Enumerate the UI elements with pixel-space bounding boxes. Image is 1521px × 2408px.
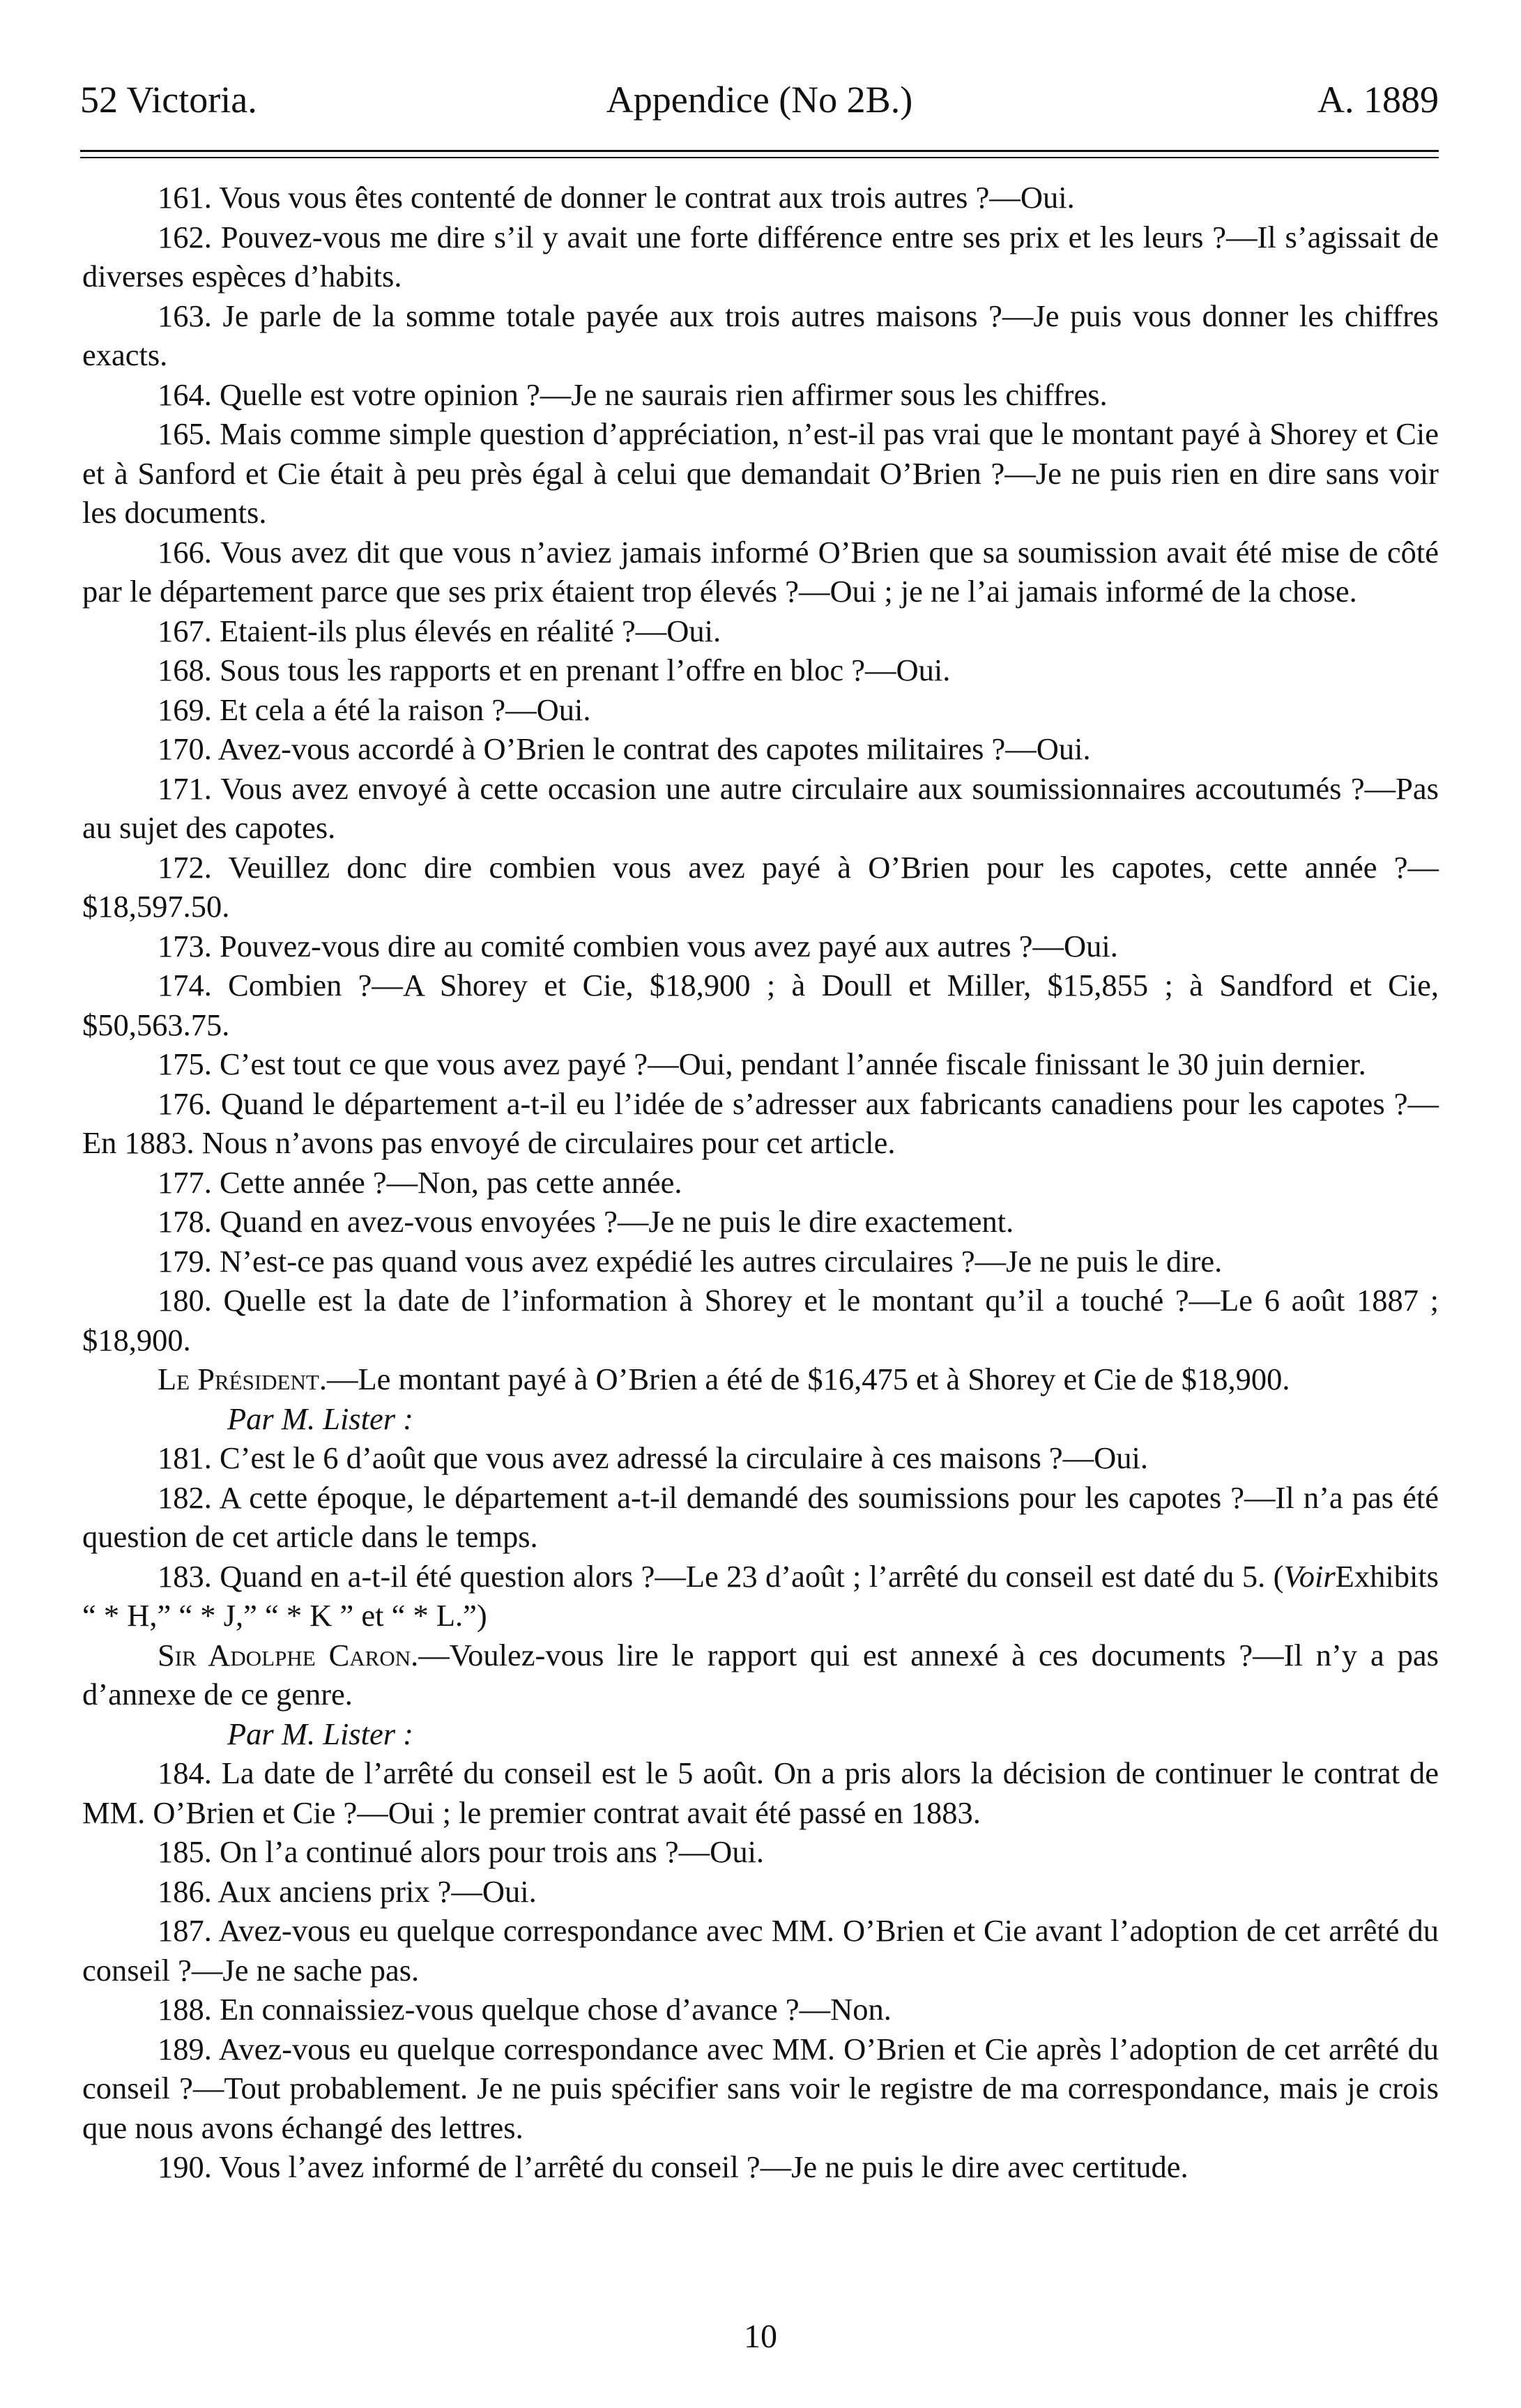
testimony-paragraph bbox=[82, 1872, 1439, 1912]
testimony-paragraph bbox=[82, 1753, 1439, 1832]
testimony-paragraph bbox=[82, 1911, 1439, 1990]
paragraph-text: 165. Mais comme simple question d’appréciation, n’est-il pas vrai que le montant payé à Shorey et Cie et à Sanford et Cie était à peu près égal à celui que demandait O’Brien ?—Je ne puis rien en dire sans voir les documents. bbox=[82, 416, 1439, 530]
paragraph-text: 168. Sous tous les rapports et en prenant l’offre en bloc ?—Oui. bbox=[158, 653, 951, 687]
paragraph-text: 179. N’est-ce pas quand vous avez expédié les autres circulaires ?—Je ne puis le dire. bbox=[158, 1243, 1223, 1279]
testimony-paragraph bbox=[82, 650, 1439, 690]
paragraph-text: 164. Quelle est votre opinion ?—Je ne saurais rien affirmer sous les chiffres. bbox=[158, 376, 1108, 412]
testimony-paragraph bbox=[82, 2147, 1439, 2187]
testimony-paragraph bbox=[82, 296, 1439, 375]
testimony-paragraph bbox=[82, 927, 1439, 966]
paragraph-text: 171. Vous avez envoyé à cette occasion une autre circulaire aux soumissionnaires accoutumés ?—Pas au sujet des capotes. bbox=[82, 770, 1439, 845]
paragraph-text: 166. Vous avez dit que vous n’aviez jamais informé O’Brien que sa soumission avait été mise de côté par le département parce que ses prix étaient trop élevés ?—Oui ; je ne l’ai jamais informé de la chose. bbox=[82, 534, 1439, 609]
header-rule-thin bbox=[80, 157, 1439, 158]
testimony-paragraph bbox=[82, 1478, 1439, 1557]
paragraph-text: 185. On l’a continué alors pour trois ans ?—Oui. bbox=[158, 1834, 765, 1869]
testimony-paragraph bbox=[82, 1163, 1439, 1203]
page-number: 10 bbox=[744, 2318, 777, 2355]
testimony-paragraph bbox=[82, 1044, 1439, 1084]
paragraph-text: 177. Cette année ?—Non, pas cette année. bbox=[158, 1164, 682, 1200]
testimony-paragraph bbox=[82, 1242, 1439, 1281]
paragraph-text: 161. Vous vous êtes contenté de donner le contrat aux trois autres ?—Oui. bbox=[158, 180, 1075, 215]
testimony-paragraph bbox=[82, 848, 1439, 927]
note-italic: Voir bbox=[1283, 1558, 1336, 1594]
testimony-paragraph bbox=[82, 690, 1439, 730]
paragraph-text: 175. C’est tout ce que vous avez payé ?—Oui, pendant l’année fiscale finissant le 30 juin dernier. bbox=[158, 1046, 1366, 1081]
section-heading: Par M. Lister : bbox=[227, 1716, 413, 1751]
testimony-paragraph bbox=[82, 729, 1439, 769]
paragraph-text: 174. Combien ?—A Shorey et Cie, $18,900 ; à Doull et Miller, $15,855 ; à Sandford et Cie, $50,563.75. bbox=[82, 968, 1439, 1042]
testimony-paragraph bbox=[82, 1202, 1439, 1242]
paragraph-text: 172. Veuillez donc dire combien vous avez payé à O’Brien pour les capotes, cette année ?—$18,597.50. bbox=[82, 849, 1439, 924]
testimony-body bbox=[82, 178, 1439, 2187]
testimony-paragraph bbox=[82, 375, 1439, 415]
paragraph-text: 189. Avez-vous eu quelque correspondance avec MM. O’Brien et Cie après l’adoption de cet arrêté du conseil ?—Tout probablement. Je ne puis spécifier sans voir le registre de ma correspondance, mais je crois que nous avons échangé des lettres. bbox=[82, 2031, 1439, 2145]
paragraph-text: 188. En connaissiez-vous quelque chose d’avance ?—Non. bbox=[158, 1992, 892, 2027]
running-header bbox=[80, 75, 1439, 124]
speaker-name: Le Président. bbox=[158, 1362, 327, 1396]
testimony-paragraph bbox=[82, 1281, 1439, 1359]
header-session: 52 Victoria. bbox=[80, 79, 257, 121]
testimony-paragraph bbox=[82, 1359, 1439, 1399]
testimony-paragraph bbox=[82, 1557, 1439, 1636]
testimony-paragraph bbox=[82, 1832, 1439, 1872]
paragraph-text: 183. Quand en a-t-il été question alors ?—Le 23 d’août ; l’arrêté du conseil est daté du 5. bbox=[158, 1558, 1266, 1594]
paragraph-text: —Voulez-vous lire le rapport qui est annexé à ces documents ?—Il n’y a pas d’annexe de ce genre. bbox=[82, 1637, 1439, 1712]
section-heading: Par M. Lister : bbox=[227, 1401, 413, 1436]
paragraph-text: 170. Avez-vous accordé à O’Brien le contrat des capotes militaires ?—Oui. bbox=[158, 731, 1091, 766]
paragraph-text: 176. Quand le département a-t-il eu l’idée de s’adresser aux fabricants canadiens pour les capotes ?—En 1883. Nous n’avons pas envoyé de circulaires pour cet article. bbox=[82, 1085, 1439, 1160]
testimony-paragraph bbox=[82, 533, 1439, 611]
testimony-paragraph bbox=[82, 178, 1439, 218]
header-year: A. 1889 bbox=[1317, 79, 1439, 121]
paragraph-text: 178. Quand en avez-vous envoyées ?—Je ne puis le dire exactement. bbox=[158, 1204, 1014, 1239]
testimony-paragraph bbox=[82, 966, 1439, 1044]
speaker-name: Sir Adolphe Caron. bbox=[158, 1637, 419, 1672]
paragraph-text: 180. Quelle est la date de l’information à Shorey et le montant qu’il a touché ?—Le 6 août 1887 ; $18,900. bbox=[82, 1283, 1439, 1357]
paragraph-text: 184. La date de l’arrêté du conseil est le 5 août. On a pris alors la décision de continuer le contrat de MM. O’Brien et Cie ?—Oui ; le premier contrat avait été passé en 1883. bbox=[82, 1755, 1439, 1830]
paragraph-text: 186. Aux anciens prix ?—Oui. bbox=[158, 1873, 537, 1909]
paragraph-text: 169. Et cela a été la raison ?—Oui. bbox=[158, 692, 591, 727]
paragraph-text: 182. A cette époque, le département a-t-il demandé des soumissions pour les capotes ?—Il n’a pas été question de cet article dans le temps. bbox=[82, 1479, 1439, 1554]
testimony-paragraph bbox=[82, 2029, 1439, 2148]
testimony-paragraph bbox=[82, 769, 1439, 848]
paragraph-text: 162. Pouvez-vous me dire s’il y avait une forte différence entre ses prix et les leurs ?—Il s’agissait de diverses espèces d’habits. bbox=[82, 219, 1439, 294]
paragraph-text: 173. Pouvez-vous dire au comité combien vous avez payé aux autres ?—Oui. bbox=[158, 928, 1118, 963]
paragraph-text: —Le montant payé à O’Brien a été de $16,475 et à Shorey et Cie de $18,900. bbox=[326, 1362, 1290, 1396]
note-rest: Exhibits “ * H,” “ * J,” “ * K ” et “ * L.”) bbox=[82, 1558, 1439, 1633]
note-open: ( bbox=[1265, 1558, 1284, 1594]
header-appendix: Appendice (No 2B.) bbox=[606, 79, 913, 121]
testimony-paragraph bbox=[82, 1438, 1439, 1478]
testimony-paragraph bbox=[82, 611, 1439, 651]
testimony-paragraph bbox=[82, 1636, 1439, 1714]
testimony-paragraph bbox=[82, 1990, 1439, 2029]
paragraph-text: 163. Je parle de la somme totale payée aux trois autres maisons ?—Je puis vous donner les chiffres exacts. bbox=[82, 298, 1439, 372]
header-rule-thick bbox=[80, 150, 1439, 152]
paragraph-text: 181. C’est le 6 d’août que vous avez adressé la circulaire à ces maisons ?—Oui. bbox=[158, 1440, 1149, 1475]
testimony-paragraph bbox=[82, 218, 1439, 296]
paragraph-text: 167. Etaient-ils plus élevés en réalité ?—Oui. bbox=[158, 613, 721, 648]
paragraph-text: 190. Vous l’avez informé de l’arrêté du conseil ?—Je ne puis le dire avec certitude. bbox=[158, 2149, 1188, 2184]
testimony-paragraph bbox=[82, 414, 1439, 533]
testimony-paragraph bbox=[82, 1084, 1439, 1163]
paragraph-text: 187. Avez-vous eu quelque correspondance avec MM. O’Brien et Cie avant l’adoption de cet arrêté du conseil ?—Je ne sache pas. bbox=[82, 1913, 1439, 1988]
